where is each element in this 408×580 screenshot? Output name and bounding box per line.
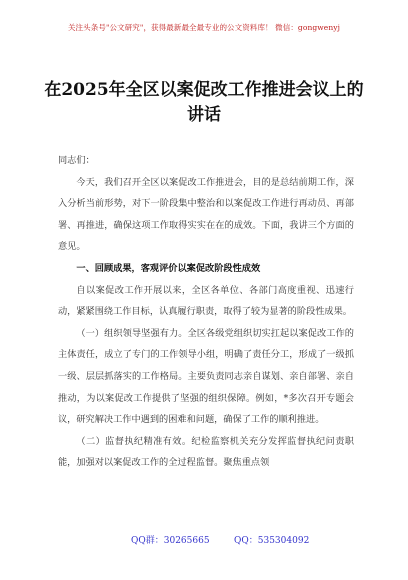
paragraph-leadership: （一）组织领导坚强有力。全区各级党组织切实扛起以案促改工作的主体责任，成立了专门的工作领导小组，明确了责任分工，形成了一级抓一级、层层抓落实的工作格局。主要负责同志亲自谋划、亲自部署、亲自推动，为以案促改工作提供了坚强的组织保障。例如，*多次召开专题会议，研究解决工作中遇到的困难和问题，确保了工作的顺利推进。: [58, 327, 354, 426]
greeting-line: 同志们：: [58, 155, 95, 166]
header-promo-note: 关注头条号"公文研究"，获得最新最全最专业的公文资料库！ 微信：gongwenyj: [67, 23, 341, 32]
document-title: 在2025年全区以案促改工作推进会议上的讲话: [44, 80, 364, 125]
paragraph-intro: 今天，我们召开全区以案促改工作推进会，目的是总结前期工作，深入分析当前形势，对下一阶段集中整治和以案促改工作进行再动员、再部署、再推进，确保这项工作取得实实在在的成效。下面，我讲三个方面的意见。: [58, 176, 354, 253]
footer-qq-group: QQ群：30265665: [131, 536, 210, 546]
document-body: [58, 150, 354, 474]
footer-qq-number: QQ：535304092: [234, 536, 310, 546]
paragraph-achievements: 自以案促改工作开展以来，全区各单位、各部门高度重视、迅速行动，紧紧围绕工作目标，认真履行职责，取得了较为显著的阶段性成果。: [58, 284, 354, 318]
section-heading-1: 一、回顾成果，客观评价以案促改阶段性成效: [76, 262, 261, 274]
paragraph-supervision: （二）监督执纪精准有效。纪检监察机关充分发挥监督执纪问责职能，加强对以案促改工作的全过程监督。聚焦重点领: [58, 435, 354, 469]
